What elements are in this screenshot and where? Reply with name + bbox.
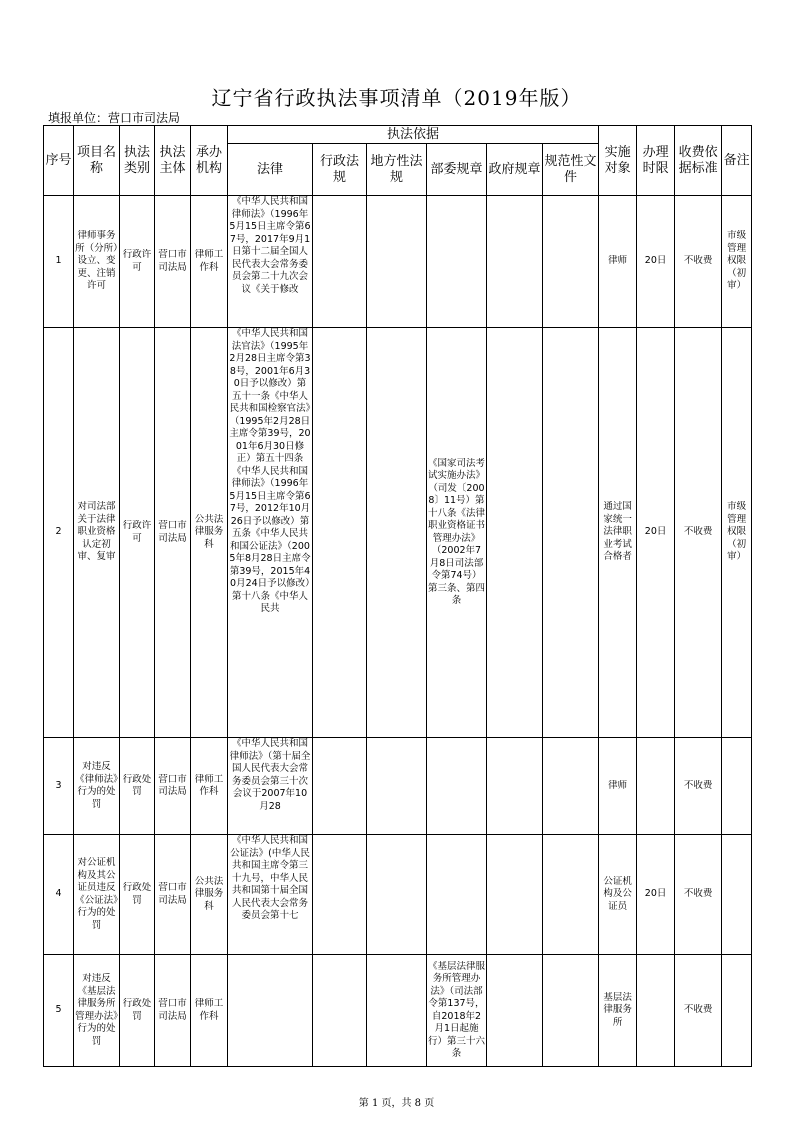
cell-gov-rule [487,835,543,955]
cell-remark [722,955,752,1067]
cell-subject [155,835,191,955]
header-fee: 收费依据标准 [675,126,722,196]
cell-target [599,955,637,1067]
cell-ministry-rule [427,738,487,835]
cell-org [191,835,228,955]
cell-text: 对违反《基层法律服务所管理办法》行为的处罚 [75,973,118,1047]
cell-text: 不收费 [683,1004,713,1016]
header-time-limit: 办理时限 [637,126,675,196]
cell-local-reg [367,738,427,835]
cell-text: 20日 [644,255,667,267]
header-local-reg: 地方性法规 [367,144,427,196]
cell-text: 《基层法律服务所管理办法》（司法部令第137号，自2018年2月1日起施行）第三十六条 [428,960,485,1059]
cell-ministry-rule [427,835,487,955]
cell-text: 3 [55,779,62,791]
cell-text: 行政处罚 [122,882,152,906]
cell-org [191,196,228,328]
cell-seq [44,835,74,955]
cell-text: 行政许可 [122,249,152,273]
cell-norm-doc [543,328,599,738]
cell-seq [44,955,74,1067]
cell-text: 2 [55,526,62,538]
cell-gov-rule [487,328,543,738]
cell-gov-rule [487,955,543,1067]
cell-norm-doc [543,196,599,328]
header-target: 实施对象 [599,126,637,196]
cell-text: 20日 [644,526,667,538]
cell-text: 不收费 [683,255,713,267]
enforcement-items-table [43,125,752,1067]
cell-category [120,328,155,738]
cell-text: 通过国家统一法律职业考试合格者 [603,501,632,563]
cell-text: 律师工作科 [194,773,224,797]
table-row [44,955,752,1067]
cell-norm-doc [543,955,599,1067]
cell-category [120,196,155,328]
header-org: 承办机构 [191,126,228,196]
cell-text: 营口市司法局 [158,998,187,1022]
cell-text: 律师工作科 [194,998,224,1022]
cell-local-reg [367,955,427,1067]
cell-local-reg [367,196,427,328]
cell-ministry-rule [427,955,487,1067]
cell-ministry-rule [427,328,487,738]
cell-text: 对公证机构及其公证员违反《公证法》行为的处罚 [75,857,118,931]
cell-org [191,738,228,835]
cell-text: 律师 [608,779,628,791]
cell-name [74,738,120,835]
cell-text: 4 [55,888,62,900]
cell-name [74,328,120,738]
cell-category [120,835,155,955]
cell-name [74,835,120,955]
cell-text: 20日 [644,888,667,900]
cell-name [74,955,120,1067]
cell-text: 基层法律服务所 [603,991,632,1028]
cell-text: 公共法律服务科 [194,513,224,550]
cell-time-limit [637,955,675,1067]
cell-seq [44,328,74,738]
cell-category [120,955,155,1067]
table-row [44,738,752,835]
header-norm-doc: 规范性文件 [543,144,599,196]
cell-admin-reg [313,955,367,1067]
cell-subject [155,328,191,738]
cell-text: 律师工作科 [194,249,224,273]
cell-subject [155,196,191,328]
cell-target [599,738,637,835]
cell-subject [155,955,191,1067]
header-subject: 执法主体 [155,126,191,196]
cell-law [228,328,313,738]
cell-target [599,196,637,328]
cell-fee [675,196,722,328]
cell-gov-rule [487,738,543,835]
cell-fee [675,328,722,738]
header-ministry-rule: 部委规章 [427,144,487,196]
cell-text: 营口市司法局 [158,773,187,797]
cell-text: 市级管理权限（初审） [727,501,747,563]
reporting-unit: 填报单位：营口市司法局 [48,111,181,125]
cell-org [191,955,228,1067]
cell-text: 《国家司法考试实施办法》（司发〔2008〕11号）第十八条《法律职业资格证书管理办法》（2002年7月8日司法部令第74号）第三条、第四条 [428,457,485,606]
cell-target [599,835,637,955]
header-seq: 序号 [44,126,74,196]
cell-org [191,328,228,738]
cell-text: 5 [55,1004,62,1016]
cell-admin-reg [313,738,367,835]
cell-text: 行政处罚 [122,998,152,1022]
cell-text: 不收费 [683,526,713,538]
cell-text: 1 [55,255,62,267]
cell-text: 《中华人民共和国律师法》（第十届全国人民代表大会常务委员会第三十次会议于2007年10月28 [229,738,311,812]
cell-text: 对违反《律师法》行为的处罚 [75,761,118,810]
cell-time-limit [637,196,675,328]
cell-text: 不收费 [683,888,713,900]
cell-norm-doc [543,835,599,955]
header-law: 法律 [228,144,313,196]
cell-admin-reg [313,196,367,328]
cell-law [228,196,313,328]
cell-text: 公证机构及公证员 [603,875,632,912]
cell-target [599,328,637,738]
cell-time-limit [637,328,675,738]
cell-text: 《中华人民共和国法官法》（1995年2月28日主席令第38号，2001年6月30日予以修改）第五十一条《中华人民共和国检察官法》（1995年2月28日主席令第39号，2001年6月30日修正）第五十四条《中华人民共和国律师法》（1996年5月15日主席令第67号，2012年10月26日予以修改）第五条《中华人民共和国公证法》（2005年8月28日主席令第39号，2015年40月24日予以修改）第十八条《中华人民共 [229,328,311,614]
cell-admin-reg [313,835,367,955]
cell-text: 《中华人民共和国律师法》（1996年5月15日主席令第67号，2017年9月1日第十二届全国人民代表大会常务委员会第二十九次会议《关于修改 [229,196,311,295]
cell-text: 公共法律服务科 [194,875,224,912]
cell-remark [722,738,752,835]
cell-law [228,955,313,1067]
cell-text: 营口市司法局 [158,249,187,273]
cell-text: 市级管理权限（初审） [727,230,747,292]
cell-text: 不收费 [683,779,713,791]
cell-name [74,196,120,328]
cell-subject [155,738,191,835]
table-row [44,835,752,955]
cell-text: 律师 [608,255,628,267]
cell-remark [722,835,752,955]
cell-text: 对司法部关于法律职业资格认定初审、复审 [77,501,116,563]
cell-fee [675,835,722,955]
cell-text: 《中华人民共和国公证法》(中华人民共和国主席令第三十九号，中华人民共和国第十届全国人民代表大会常务委员会第十七 [230,835,310,921]
cell-text: 营口市司法局 [158,882,187,906]
cell-seq [44,196,74,328]
page-title: 辽宁省行政执法事项清单（2019年版） [211,86,582,110]
cell-time-limit [637,738,675,835]
cell-category [120,738,155,835]
header-admin-reg: 行政法规 [313,144,367,196]
header-remark: 备注 [722,126,752,196]
table-row [44,196,752,328]
cell-remark [722,196,752,328]
cell-admin-reg [313,328,367,738]
cell-text: 律师事务所（分所）设立、变更、注销许可 [75,230,118,292]
cell-ministry-rule [427,196,487,328]
cell-seq [44,738,74,835]
cell-time-limit [637,835,675,955]
cell-text: 行政处罚 [122,773,152,797]
header-gov-rule: 政府规章 [487,144,543,196]
header-name: 项目名称 [74,126,120,196]
header-category: 执法类别 [120,126,155,196]
cell-text: 行政许可 [122,520,152,544]
cell-fee [675,955,722,1067]
cell-norm-doc [543,738,599,835]
page-footer: 第 1 页，共 8 页 [358,1098,435,1109]
cell-law [228,738,313,835]
header-basis: 执法依据 [228,126,599,144]
cell-fee [675,738,722,835]
cell-local-reg [367,328,427,738]
cell-local-reg [367,835,427,955]
cell-remark [722,328,752,738]
cell-law [228,835,313,955]
cell-gov-rule [487,196,543,328]
table-row [44,328,752,738]
cell-text: 营口市司法局 [158,520,187,544]
